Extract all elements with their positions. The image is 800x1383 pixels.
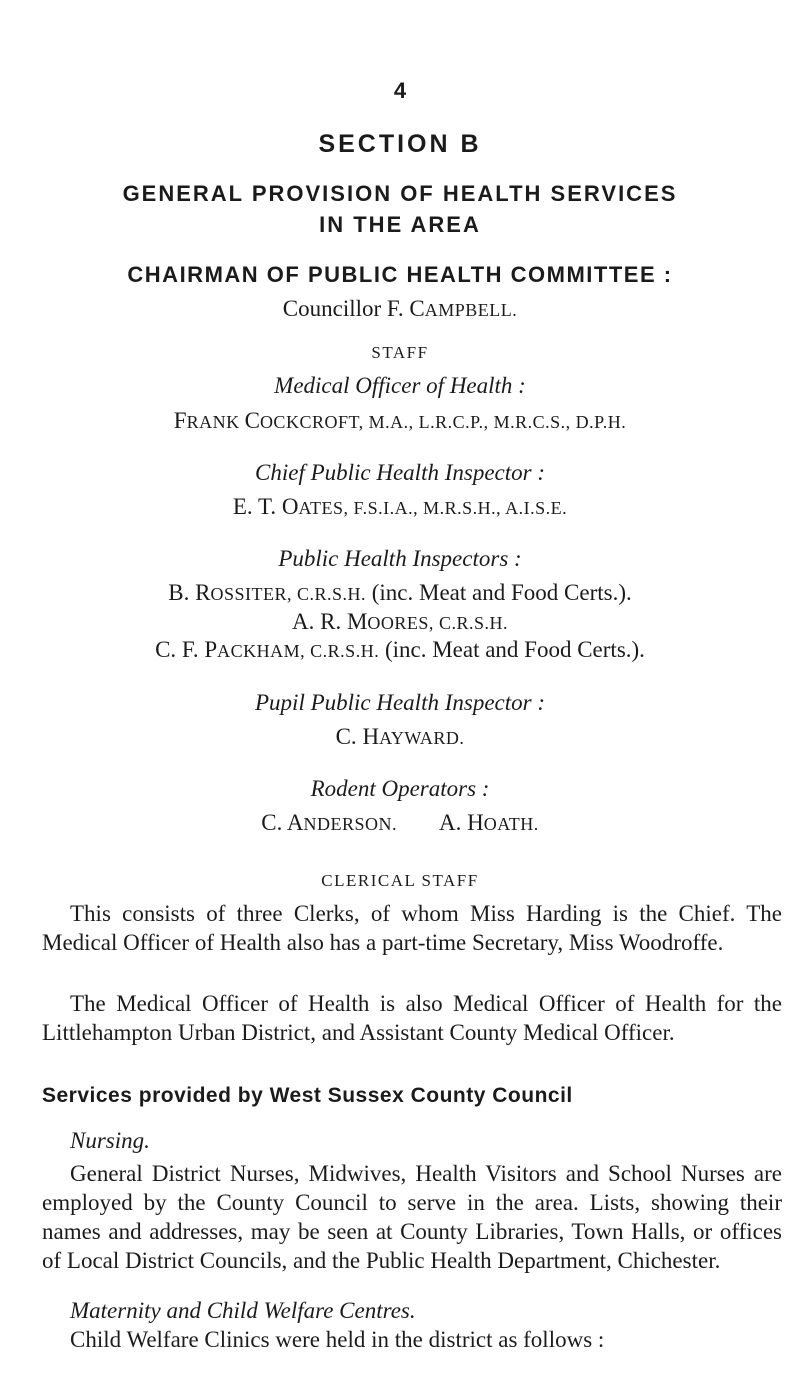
phi-line-initial: R: [195, 580, 211, 605]
phi-title: Public Health Inspectors :: [278, 546, 522, 571]
moh-first-rest: RANK: [186, 412, 245, 432]
heading-line-1: GENERAL PROVISION OF HEALTH SERVICES: [122, 181, 678, 206]
nursing-paragraph-text: General District Nurses, Midwives, Health Visitors and School Nurses are employed by the County Council to serve in the area. Lists, showing their names and addresses, may be seen at County Libraries, Town Halls, or offices of Local District Councils, and the Public Health Department, Chichester.: [42, 1161, 782, 1273]
phi-line-note: (inc. Meat and Food Certs.).: [366, 580, 632, 605]
phi-line-rest: ACKHAM,: [217, 641, 306, 661]
moh-name: [0, 408, 800, 434]
services-heading: Services provided by West Sussex County Council: [42, 1084, 573, 1107]
phi-line-quals: C.R.S.H.: [305, 641, 380, 661]
phi-line-initial: P: [204, 637, 218, 662]
moh-first-initial: F: [173, 408, 187, 433]
rodent-name-2-rest: OATH.: [483, 814, 539, 834]
rodent-names: [0, 810, 800, 836]
moh-last-initial: C: [244, 408, 260, 433]
rodent-name-1-prefix: C.: [261, 810, 287, 835]
page-number: 4: [393, 78, 407, 103]
phi-line-quals: C.R.S.H.: [291, 584, 366, 604]
pupil-name: [0, 724, 800, 750]
pupil-name-initial: H: [362, 724, 380, 749]
clerical-paragraph-2: [42, 989, 782, 1047]
chairman-name: [0, 296, 800, 322]
phi-line-rest: OORES,: [367, 613, 434, 633]
staff-heading: STAFF: [371, 343, 429, 362]
phi-line-prefix: C. F.: [155, 637, 205, 662]
rodent-name-2-initial: H: [467, 810, 484, 835]
rodent-title: Rodent Operators :: [310, 776, 490, 801]
rodent-name-1-rest: NDERSON.: [303, 814, 397, 834]
maternity-heading: Maternity and Child Welfare Centres.: [70, 1298, 416, 1323]
heading-line-2: IN THE AREA: [319, 212, 481, 237]
nursing-paragraph: [42, 1159, 782, 1275]
clerical-paragraph-2-text: The Medical Officer of Health is also Medical Officer of Health for the Littlehampton Urban District, and Assistant County Medical Officer.: [42, 991, 782, 1045]
cphi-title: Chief Public Health Inspector :: [255, 460, 545, 485]
chairman-name-prefix: Councillor F.: [282, 296, 410, 321]
maternity-line: Child Welfare Clinics were held in the district as follows :: [70, 1327, 605, 1352]
pupil-title: Pupil Public Health Inspector :: [255, 690, 545, 715]
nursing-heading: Nursing.: [70, 1128, 150, 1153]
cphi-name: [0, 494, 800, 520]
chairman-heading: CHAIRMAN OF PUBLIC HEALTH COMMITTEE :: [127, 262, 673, 287]
chairman-name-initial: C: [409, 296, 425, 321]
phi-line-note: (inc. Meat and Food Certs.).: [379, 637, 645, 662]
cphi-name-prefix: E. T.: [232, 494, 282, 519]
phi-line-3: [0, 637, 800, 663]
clerical-heading: CLERICAL STAFF: [321, 871, 479, 890]
phi-line-rest: OSSITER,: [210, 584, 292, 604]
rodent-name-1-initial: A: [286, 810, 304, 835]
chairman-name-rest: AMPBELL.: [424, 300, 518, 320]
moh-title: Medical Officer of Health :: [274, 373, 526, 398]
pupil-name-rest: AYWARD.: [379, 728, 465, 748]
clerical-paragraph-1-text: This consists of three Clerks, of whom Miss Harding is the Chief. The Medical Officer of Health also has a part-time Secretary, Miss Woodroffe.: [42, 901, 782, 955]
phi-line-quals: C.R.S.H.: [433, 613, 508, 633]
phi-line-prefix: B.: [168, 580, 196, 605]
cphi-qualifications: F.S.I.A., M.R.S.H., A.I.S.E.: [348, 498, 568, 518]
phi-line-2: [0, 609, 800, 635]
moh-qualifications: M.A., L.R.C.P., M.R.C.S., D.P.H.: [363, 412, 627, 432]
section-title: SECTION B: [318, 130, 482, 158]
phi-line-initial: M: [346, 609, 368, 634]
cphi-name-rest: ATES,: [298, 498, 349, 518]
clerical-paragraph-1: [42, 899, 782, 957]
moh-last-rest: OCKCROFT,: [259, 412, 364, 432]
cphi-name-initial: O: [281, 494, 299, 519]
phi-line-prefix: A. R.: [292, 609, 347, 634]
pupil-name-prefix: C.: [335, 724, 363, 749]
phi-line-1: [0, 580, 800, 606]
rodent-name-2-prefix: A.: [438, 810, 468, 835]
